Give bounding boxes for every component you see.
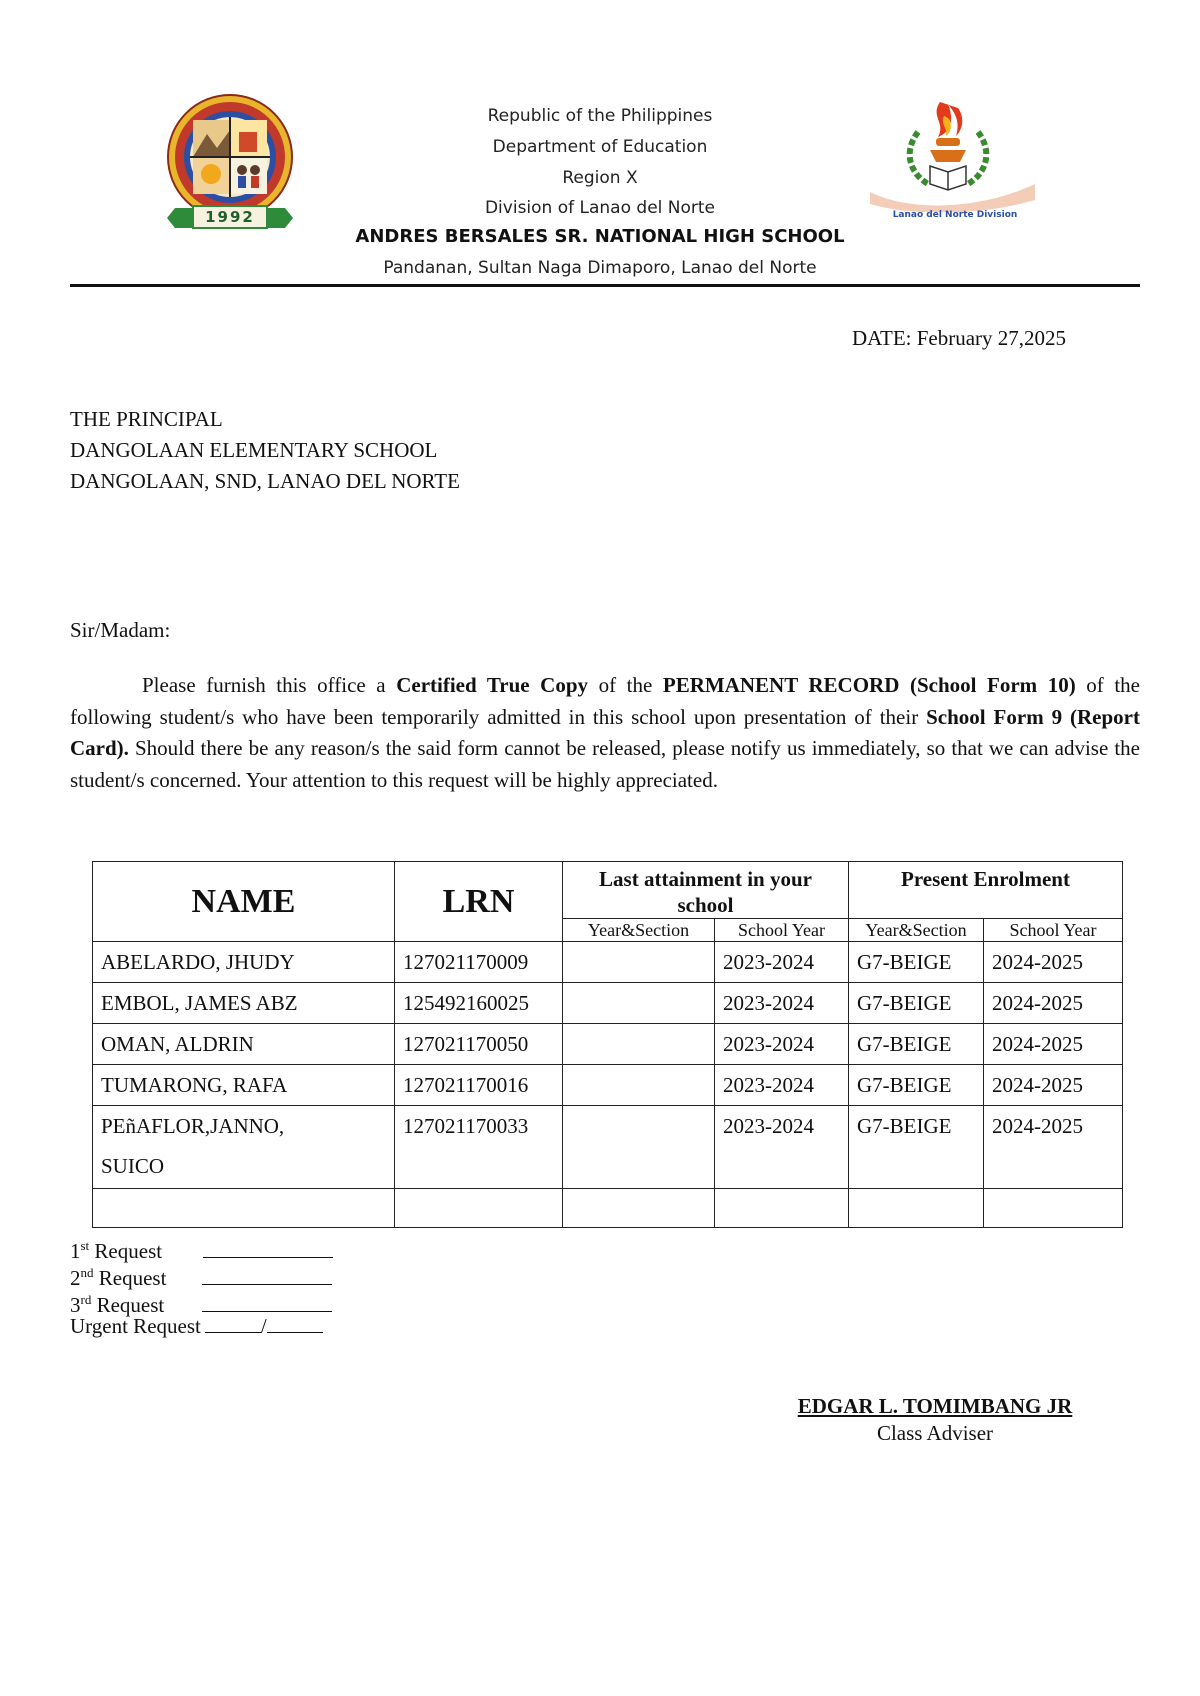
body-bold-certified: Certified True Copy [396,673,589,697]
cell-last-year-section [563,1065,715,1106]
request-second-num: 2 [70,1266,81,1290]
empty-cell [563,1189,715,1228]
table-row [93,1065,1123,1106]
subheader-last-school-year: School Year [715,919,849,942]
empty-cell [395,1189,563,1228]
letterhead-division: Division of Lanao del Norte [484,198,716,218]
subheader-present-school-year: School Year [984,919,1123,942]
seal-year: 1992 [205,208,255,226]
recipient-address: DANGOLAAN, SND, LANAO DEL NORTE [70,469,460,493]
request-first-blank [203,1239,333,1258]
signatory-name: EDGAR L. TOMIMBANG JR [797,1394,1073,1418]
recipient-title: THE PRINCIPAL [70,407,223,431]
body-text-4: Should there be any reason/s the said form cannot be released, please notify us immediately, so that we can advise the student/s concerned. Your attention to this request will be highly appreciated. [70,736,1140,792]
request-urgent-blank-1 [205,1314,261,1333]
cell-present-school-year: 2024-2025 [984,983,1123,1024]
cell-name [93,1106,395,1189]
letterhead-republic: Republic of the Philippines [487,106,713,126]
cell-present-year-section: G7-BEIGE [849,1024,984,1065]
request-third-sup: rd [80,1292,92,1307]
body-bold-permanent-record: PERMANENT RECORD (School Form 10) [662,673,1076,697]
header-present-enrolment: Present Enrolment [849,862,1123,919]
request-first-label: Request [89,1239,163,1263]
cell-lrn: 127021170033 [395,1106,563,1189]
cell-lrn: 127021170016 [395,1065,563,1106]
cell-lrn: 125492160025 [395,983,563,1024]
letter-date: DATE: February 27,2025 [852,326,1067,350]
cell-present-school-year: 2024-2025 [984,1106,1123,1189]
request-first-num: 1 [70,1239,81,1263]
letterhead-department: Department of Education [492,137,708,157]
table-row [93,983,1123,1024]
cell-last-year-section [563,1106,715,1189]
cell-present-year-section: G7-BEIGE [849,1106,984,1189]
request-urgent [70,1313,323,1340]
empty-cell [984,1189,1123,1228]
request-first-sup: st [80,1238,90,1253]
cell-present-school-year: 2024-2025 [984,1065,1123,1106]
cell-last-school-year: 2023-2024 [715,1106,849,1189]
cell-last-school-year: 2023-2024 [715,983,849,1024]
cell-name: OMAN, ALDRIN [93,1024,395,1065]
division-logo-caption: Lanao del Norte Division [892,210,1018,220]
cell-name-line1: PEñAFLOR,JANNO, [101,1114,285,1138]
empty-cell [93,1189,395,1228]
letterhead-region: Region X [562,168,638,188]
request-third-blank [202,1293,332,1312]
cell-name: ABELARDO, JHUDY [93,942,395,983]
school-seal-logo [155,90,305,235]
empty-cell [849,1189,984,1228]
letterhead-address: Pandanan, Sultan Naga Dimaporo, Lanao del Norte [383,258,817,278]
header-name: NAME [93,862,395,942]
request-third-label: Request [91,1293,165,1317]
table-row [93,1106,1123,1189]
recipient-school: DANGOLAAN ELEMENTARY SCHOOL [70,438,438,462]
request-urgent-label: Urgent Request [70,1314,201,1338]
request-second-blank [202,1266,332,1285]
cell-last-school-year: 2023-2024 [715,1065,849,1106]
table-row [93,1024,1123,1065]
body-text-2: of the [588,673,663,697]
salutation: Sir/Madam: [70,618,171,642]
cell-present-school-year: 2024-2025 [984,1024,1123,1065]
letterhead-school-name: ANDRES BERSALES SR. NATIONAL HIGH SCHOOL [355,226,845,247]
signatory-title: Class Adviser [876,1421,994,1445]
body-bold-school-form-9: School Form 9 (Report Card). [70,704,1140,760]
cell-last-year-section [563,942,715,983]
body-paragraph [70,670,1140,796]
subheader-last-year-section: Year&Section [563,919,715,942]
subheader-present-year-section: Year&Section [849,919,984,942]
request-second-label: Request [93,1266,167,1290]
header-last-attainment: Last attainment in your school [563,862,849,919]
request-urgent-separator: / [260,1314,267,1338]
cell-name: EMBOL, JAMES ABZ [93,983,395,1024]
student-records-table [92,861,1123,1228]
letterhead-rule [70,284,1140,287]
cell-name: TUMARONG, RAFA [93,1065,395,1106]
body-text-1: Please furnish this office a [142,673,397,697]
cell-last-year-section [563,983,715,1024]
cell-present-year-section: G7-BEIGE [849,1065,984,1106]
cell-last-school-year: 2023-2024 [715,942,849,983]
cell-last-school-year: 2023-2024 [715,1024,849,1065]
cell-present-school-year: 2024-2025 [984,942,1123,983]
header-lrn: LRN [395,862,563,942]
table-row [93,942,1123,983]
cell-present-year-section: G7-BEIGE [849,983,984,1024]
request-urgent-blank-2 [267,1314,323,1333]
cell-present-year-section: G7-BEIGE [849,942,984,983]
empty-cell [715,1189,849,1228]
table-row-empty [93,1189,1123,1228]
cell-lrn: 127021170009 [395,942,563,983]
cell-last-year-section [563,1024,715,1065]
request-third-num: 3 [70,1293,81,1317]
cell-lrn: 127021170050 [395,1024,563,1065]
body-text-3: of the following student/s who have been temporarily admitted in this school upon presentation of their [70,673,1140,729]
request-second-sup: nd [80,1265,94,1280]
cell-name-line2: SUICO [101,1154,165,1178]
